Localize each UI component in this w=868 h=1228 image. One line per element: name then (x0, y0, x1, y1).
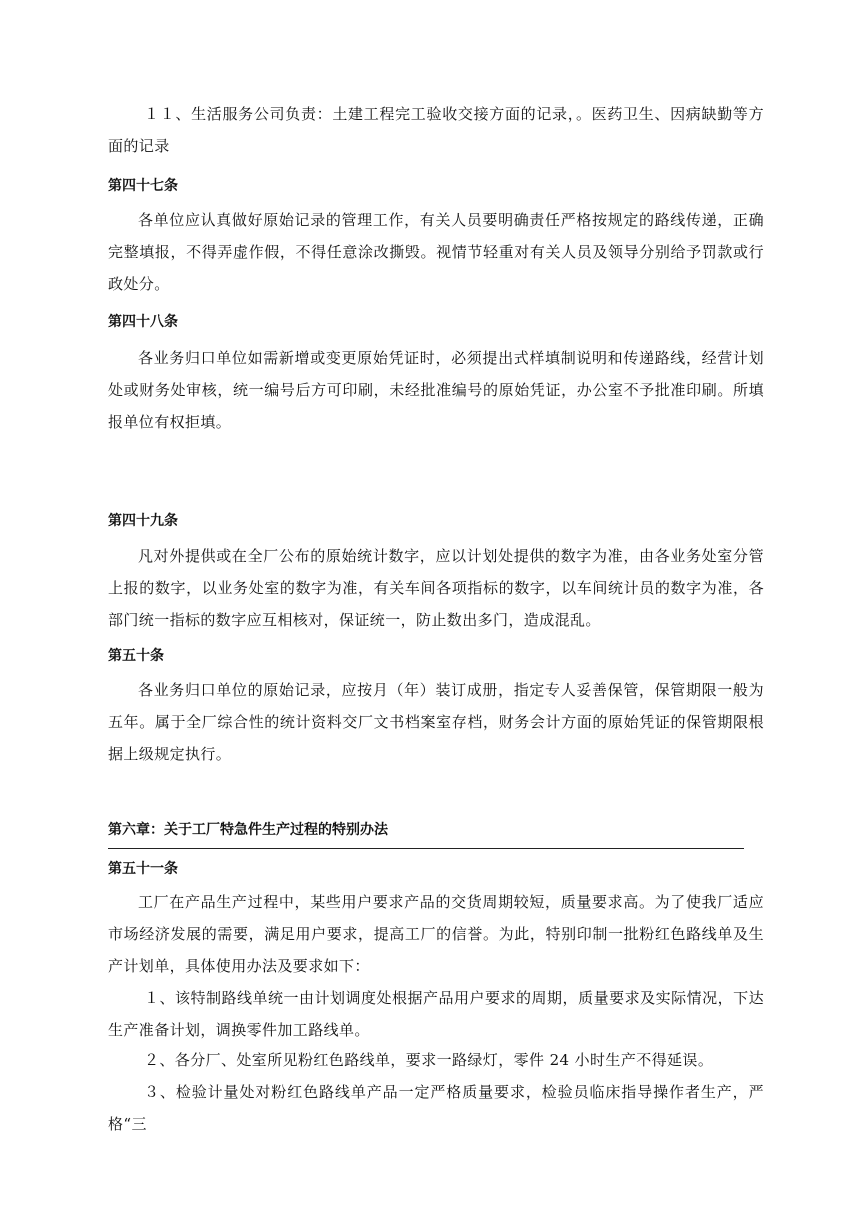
article-51-text: 工厂在产品生产过程中，某些用户要求产品的交货周期较短，质量要求高。为了使我厂适应市场经济发展的需要，满足用户要求，提高工厂的信誉。为此，特别印制一批粉红色路线单及生产计划单，具体使用办法及要求如下： (108, 893, 764, 975)
article-47-title: 第四十七条 (108, 178, 178, 194)
chapter-divider (108, 848, 744, 849)
article-48-text: 各业务归口单位如需新增或变更原始凭证时，必须提出式样填制说明和传递路线，经营计划处或财务处审核，统一编号后方可印刷，未经批准编号的原始凭证，办公室不予批准印刷。所填报单位有权拒填。 (108, 349, 764, 431)
article-51-title: 第五十一条 (108, 861, 178, 877)
list-item-3: ３、检验计量处对粉红色路线单产品一定严格质量要求，检验员临床指导操作者生产，严格“三 (108, 1083, 764, 1133)
article-50-title: 第五十条 (108, 648, 164, 664)
list-item-1: １、该特制路线单统一由计划调度处根据产品用户要求的周期，质量要求及实际情况，下达生产准备计划，调换零件加工路线单。 (108, 989, 764, 1039)
article-49-text: 凡对外提供或在全厂公布的原始统计数字，应以计划处提供的数字为准，由各业务处室分管上报的数字，以业务处室的数字为准，有关车间各项指标的数字，以车间统计员的数字为准，各部门统一指标的数字应互相核对，保证统一，防止数出多门，造成混乱。 (108, 547, 764, 629)
paragraph-item-11: １１、生活服务公司负责：土建工程完工验收交接方面的记录，。医药卫生、因病缺勤等方面的记录 (108, 105, 764, 155)
article-47-text: 各单位应认真做好原始记录的管理工作，有关人员要明确责任严格按规定的路线传递，正确完整填报，不得弄虚作假，不得任意涂改撕毁。视情节轻重对有关人员及领导分别给予罚款或行政处分。 (108, 211, 764, 293)
article-50-text: 各业务归口单位的原始记录，应按月（年）装订成册，指定专人妥善保管，保管期限一般为五年。属于全厂综合性的统计资料交厂文书档案室存档，财务会计方面的原始凭证的保管期限根据上级规定执行。 (108, 681, 764, 763)
article-48-title: 第四十八条 (108, 314, 178, 330)
list-item-2: ２、各分厂、处室所见粉红色路线单，要求一路绿灯，零件 24 小时生产不得延误。 (144, 1051, 714, 1069)
chapter-6-title: 第六章：关于工厂特急件生产过程的特别办法 (108, 822, 388, 838)
article-49-title: 第四十九条 (108, 513, 178, 529)
